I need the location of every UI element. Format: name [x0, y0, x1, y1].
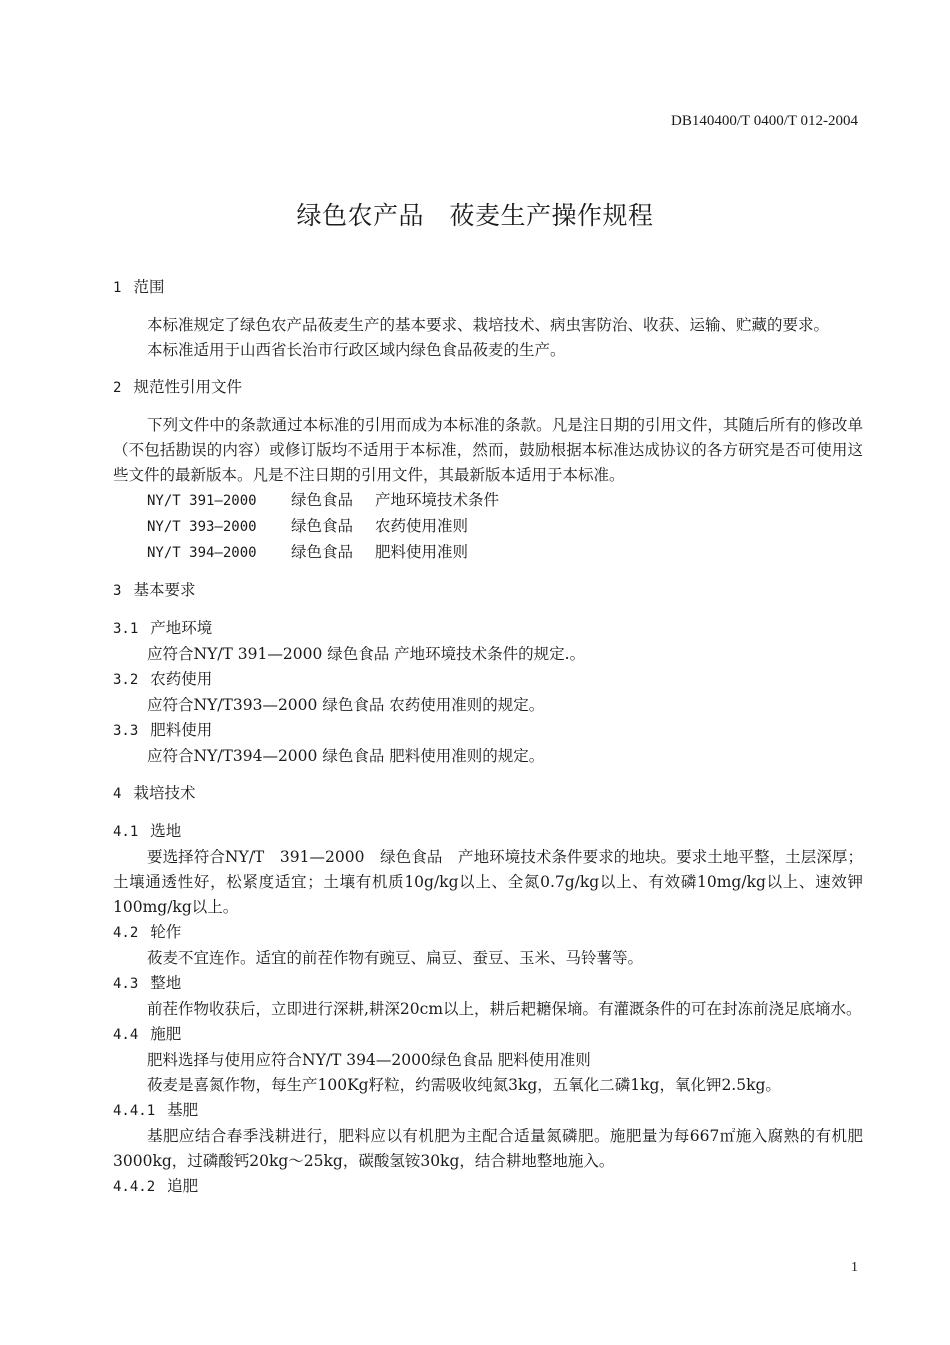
standard-code: DB140400/T 0400/T 012-2004 [671, 113, 858, 129]
subsection-heading-4-4-1: 4.4.1 基肥 [113, 1101, 199, 1119]
section-heading-4: 4 栽培技术 [113, 784, 196, 802]
reference-item: NY/T 393—2000 绿色食品 农药使用准则 [147, 517, 469, 535]
reference-item: NY/T 394—2000 绿色食品 肥料使用准则 [147, 543, 469, 561]
document-body [113, 275, 863, 1200]
paragraph: 本标准规定了绿色农产品莜麦生产的基本要求、栽培技术、病虫害防治、收获、运输、贮藏的要求。 [147, 316, 830, 334]
section-heading-1: 1 范围 [113, 278, 165, 296]
subsection-heading-4-1: 4.1 选地 [113, 822, 182, 840]
paragraph: 基肥应结合春季浅耕进行，肥料应以有机肥为主配合适量氮磷肥。施肥量为每667㎡施入腐熟的有机肥3000kg，过磷酸钙20kg～25kg，碳酸氢铵30kg，结合耕地整地施入。 [113, 1127, 863, 1170]
subsection-heading-3-1: 3.1 产地环境 [113, 619, 213, 637]
subsection-heading-4-4: 4.4 施肥 [113, 1025, 182, 1043]
paragraph: 肥料选择与使用应符合NY/T 394—2000绿色食品 肥料使用准则 [147, 1051, 591, 1069]
paragraph: 应符合NY/T393—2000 绿色食品 农药使用准则的规定。 [147, 696, 545, 714]
paragraph: 应符合NY/T394—2000 绿色食品 肥料使用准则的规定。 [147, 747, 545, 765]
subsection-heading-4-4-2: 4.4.2 追肥 [113, 1177, 199, 1195]
reference-item: NY/T 391—2000 绿色食品 产地环境技术条件 [147, 491, 500, 509]
paragraph: 要选择符合NY/T 391—2000 绿色食品 产地环境技术条件要求的地块。要求土地平整，土层深厚；土壤通透性好，松紧度适宜；土壤有机质10g/kg以上、全氮0.7g/kg以上、有效磷10mg/kg以上、速效钾100mg/kg以上。 [113, 848, 863, 916]
paragraph: 前茬作物收获后，立即进行深耕,耕深20cm以上，耕后耙耱保墒。有灌溉条件的可在封冻前浇足底墒水。 [147, 1000, 862, 1018]
subsection-heading-4-3: 4.3 整地 [113, 974, 182, 992]
paragraph: 应符合NY/T 391—2000 绿色食品 产地环境技术条件的规定.。 [147, 645, 586, 663]
paragraph: 莜麦不宜连作。适宜的前茬作物有豌豆、扁豆、蚕豆、玉米、马铃薯等。 [147, 949, 644, 967]
subsection-heading-4-2: 4.2 轮作 [113, 923, 182, 941]
subsection-heading-3-2: 3.2 农药使用 [113, 670, 213, 688]
paragraph: 本标准适用于山西省长治市行政区域内绿色食品莜麦的生产。 [147, 341, 566, 359]
subsection-heading-3-3: 3.3 肥料使用 [113, 721, 213, 739]
page-number: 1 [851, 1260, 858, 1275]
paragraph: 莜麦是喜氮作物，每生产100Kg籽粒，约需吸收纯氮3kg，五氧化二磷1kg，氧化钾2.5kg。 [147, 1076, 781, 1094]
document-title: 绿色农产品 莜麦生产操作规程 [296, 201, 654, 230]
section-heading-3: 3 基本要求 [113, 581, 196, 599]
section-heading-2: 2 规范性引用文件 [113, 378, 242, 396]
paragraph: 下列文件中的条款通过本标准的引用而成为本标准的条款。凡是注日期的引用文件，其随后所有的修改单（不包括勘误的内容）或修订版均不适用于本标准，然而，鼓励根据本标准达成协议的各方研究是否可使用这些文件的最新版本。凡是不注日期的引用文件，其最新版本适用于本标准。 [113, 416, 863, 484]
